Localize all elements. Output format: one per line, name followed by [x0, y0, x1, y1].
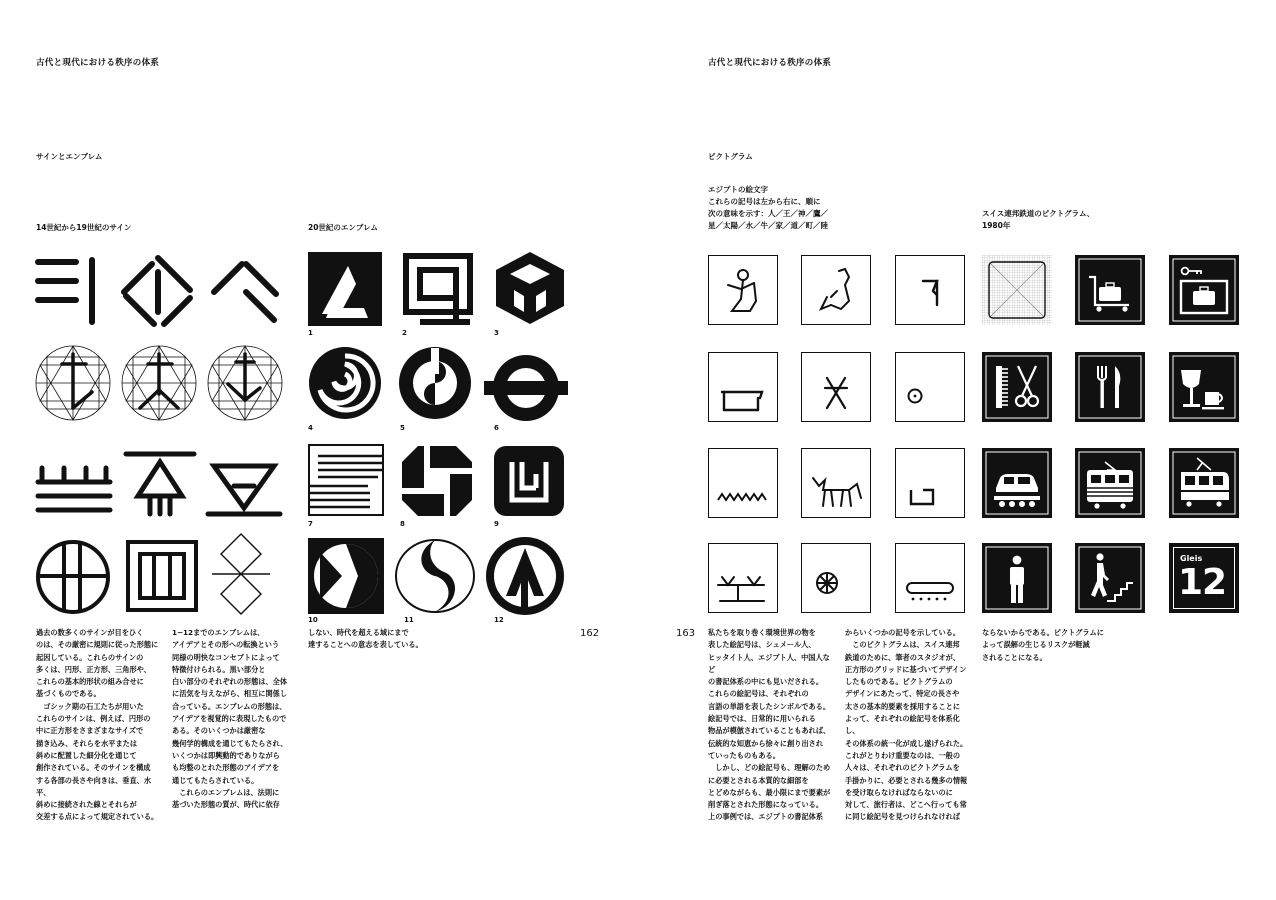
hieroglyph-falcon-icon	[708, 352, 778, 422]
left-page-header: 古代と現代における秩序の体系	[36, 58, 160, 68]
car-train-icon	[982, 448, 1052, 518]
emblem-9-icon	[492, 444, 566, 518]
hieroglyph-star-icon	[801, 352, 871, 422]
emblem-number: 4	[308, 424, 313, 432]
left-body-column-1: 過去の数多くのサインが目をひく のは、その厳密に規則に従った形態に 起因している。これらのサインの 多くは、円形、正方形、三角形や、 これらの基本的形状の組み合せに 基づくものである。 ゴシック期の石工たちが用いた これらのサインは、例えば、円形の 中に正方形をさまざまなサイズで 描き込み、それらを水平または 斜めに配置した細分化を通じて 創作されている。そのサインを構成 する各部の長さや向きは、垂直、水平、 斜めに接続された線とそれらが 交差する点によって規定されている。	[36, 628, 159, 822]
right-section-title: ピクトグラム	[708, 152, 753, 161]
mason-sign-chevron-icon	[206, 254, 282, 330]
signs-subtitle: 14世紀から19世紀のサイン	[36, 223, 132, 232]
left-body-column-2: 1−12までのエンブレムは、 アイデアとその形への転換という 同様の明快なコンセプトによって 特徴付けられる。黒い部分と 白い部分のそれぞれの形態は、全体 に活気を与えながら、相互に関係し 合っている。エンブレムの形態は、 アイデアを視覚的に表現したもので ある。そのいくつかは厳密な 幾何学的構成を通じてもたらされ、 いくつかは即興動的でありながら も均整のとれた形態のアイデアを 通じてもたらされている。 これらのエンブレムは、法則に 基づいた形態の質が、時代に依存	[172, 628, 288, 810]
left-body-column-3: しない、時代を超える域にまで 達することへの意志を表している。	[308, 628, 423, 650]
hieroglyph-god-icon	[895, 255, 965, 325]
emblem-number: 10	[308, 616, 318, 624]
emblem-number: 6	[494, 424, 499, 432]
mason-sign-diamond-icon	[120, 254, 196, 330]
hairdresser-icon	[982, 352, 1052, 422]
hieroglyph-man-icon	[708, 255, 778, 325]
mason-sign-square-bars-icon	[124, 538, 200, 614]
emblem-number: 7	[308, 520, 313, 528]
emblem-8-icon	[400, 444, 474, 518]
emblem-7-icon	[308, 444, 384, 516]
emblem-number: 12	[494, 616, 504, 624]
hieroglyph-land-icon	[895, 543, 965, 613]
emblems-subtitle: 20世紀のエンブレム	[308, 223, 378, 232]
mason-sign-construction-1-icon	[34, 344, 112, 422]
hieroglyph-town-icon	[801, 543, 871, 613]
hieroglyph-cow-icon	[801, 448, 871, 518]
emblem-number: 11	[404, 616, 414, 624]
hieroglyph-king-icon	[801, 255, 871, 325]
left-page-number: 162	[580, 628, 600, 639]
mason-sign-double-diamond-icon	[212, 532, 270, 616]
emblem-2-icon	[402, 252, 474, 326]
mason-sign-triangle-up-icon	[122, 448, 198, 518]
hieroglyph-road-icon	[708, 543, 778, 613]
mason-sign-construction-2-icon	[120, 344, 198, 422]
hieroglyph-house-icon	[895, 448, 965, 518]
restaurant-icon	[1075, 352, 1145, 422]
luggage-locker-icon	[1169, 255, 1239, 325]
mason-sign-construction-3-icon	[206, 344, 284, 422]
right-body-column-1: 私たちを取り巻く環境世界の物を 表した絵記号は、シュメール人、 ヒッタイト人、エジプト人、中国人など の書記体系の中にも見いだされる。 これらの絵記号は、それぞれの 言語の単語を表したシンボルである。 絵記号では、日常的に用いられる 物品が模倣されていることもあれば、 伝統的な知恵から徐々に創り出され ていったものもある。 しかし、どの絵記号も、理解のため に必要とされる本質的な細部を とどめながらも、最小限にまで要素が 削ぎ落とされた形態になっている。 上の事例では、エジプトの書記体系	[708, 628, 831, 822]
emblem-number: 5	[400, 424, 405, 432]
mason-sign-triangle-down-icon	[206, 448, 282, 518]
emblem-number: 8	[400, 520, 405, 528]
man-toilet-icon	[982, 543, 1052, 613]
swiss-subtitle: スイス連邦鉄道のピクトグラム、 1980年	[982, 209, 1095, 230]
mason-sign-bars-icon	[34, 254, 110, 330]
right-page-header: 古代と現代における秩序の体系	[708, 58, 832, 68]
platform-label: Gleis	[1180, 554, 1203, 563]
mason-sign-circle-grid-icon	[34, 538, 112, 616]
emblem-number: 2	[402, 329, 407, 337]
hieroglyph-water-icon	[708, 448, 778, 518]
emblem-5-icon	[398, 346, 472, 420]
right-body-column-3: ならないからである。ピクトグラムに よって誤解の生じるリスクが軽減 されることになる。	[982, 628, 1104, 662]
emblem-4-icon	[308, 346, 382, 420]
emblem-3-icon	[494, 250, 566, 326]
emblem-12-icon	[484, 536, 566, 616]
mason-sign-comb-icon	[34, 448, 114, 518]
emblem-number: 1	[308, 329, 313, 337]
hieroglyph-sun-icon	[895, 352, 965, 422]
emblem-6-icon	[484, 354, 568, 422]
emblem-1-icon	[308, 252, 382, 326]
luggage-trolley-icon	[1075, 255, 1145, 325]
refreshment-icon	[1169, 352, 1239, 422]
left-section-title: サインとエンブレム	[36, 152, 103, 161]
pictogram-grid-template-icon	[982, 255, 1052, 325]
right-body-column-2: からいくつかの記号を示している。 このピクトグラムは、スイス連邦 鉄道のために、筆者のスタジオが、 正方形のグリッドに基づいてデザイン したものである。ピクトグラムの デザインにあたって、特定の長さや 太さの基本的要素を採用することに よって、それぞれの絵記号を体系化し、 その体系の統一化が成し遂げられた。 これがとりわけ重要なのは、一般の 人々は、それぞれのピクトグラムを 手掛かりに、必要とされる幾多の情報 を受け取らなければならないのに 対して、旅行者は、どこへ行っても常 に同じ絵記号を見つけられなければ	[845, 628, 968, 822]
egyptian-subtitle: エジプトの絵文字 これらの記号は左から右に、順に 次の意味を示す：人／王／神／鷹／ 星／太陽／水／牛／家／道／町／陸	[708, 185, 828, 230]
platform-12-sign	[1169, 543, 1239, 613]
tram-icon	[1169, 448, 1239, 518]
right-page-number: 163	[676, 628, 696, 639]
emblem-number: 3	[494, 329, 499, 337]
stairs-up-icon	[1075, 543, 1145, 613]
platform-number: 12	[1178, 562, 1227, 603]
emblem-11-icon	[394, 538, 476, 614]
emblem-10-icon	[308, 538, 384, 614]
train-icon	[1075, 448, 1145, 518]
emblem-number: 9	[494, 520, 499, 528]
